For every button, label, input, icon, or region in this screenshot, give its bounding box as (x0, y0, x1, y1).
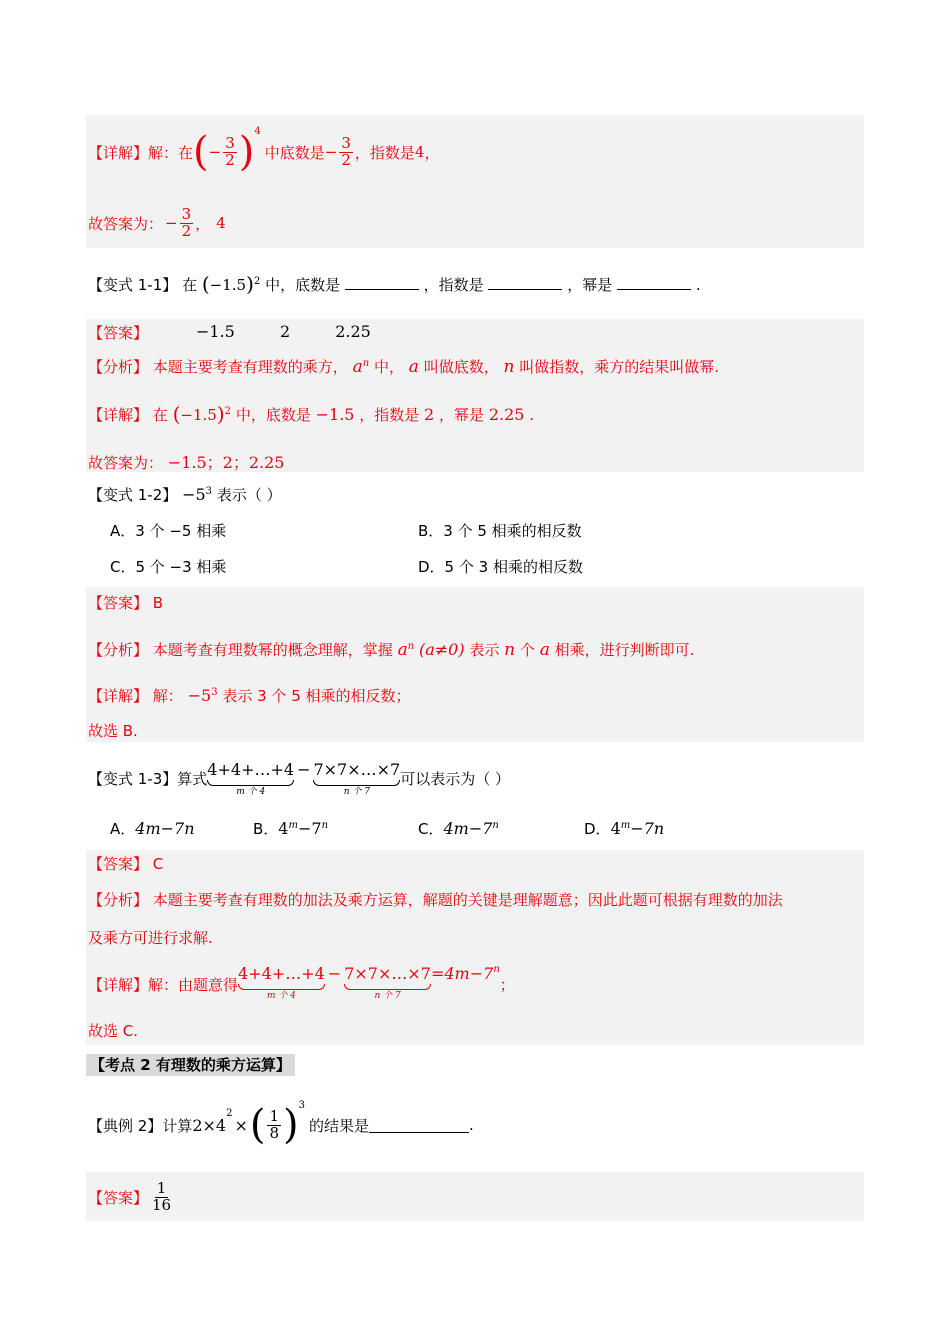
option-d[interactable]: D．$4^m-7n$ (584, 819, 665, 838)
answer-line (88, 1175, 175, 1219)
product-underbrace: 7×7×…×7 n 个 7 (313, 760, 401, 797)
analysis-line: 【分析】 本题考查有理数幂的概念理解，掌握 $a^n$ (a≠0) 表示 n 个 a 相乘，进行判断即可. (88, 640, 695, 660)
answer-values: −1.5 2 2.25 (196, 322, 371, 341)
option-c[interactable]: C．$4m-7^n$ (418, 819, 499, 838)
detail-label: 【详解】 (88, 406, 149, 424)
answer-line: 【答案】 B (88, 594, 164, 612)
answer-label: 【答案】 (88, 855, 149, 873)
option-b[interactable]: B．$4^m-7^n$ (253, 819, 329, 838)
section-heading: 【考点 2 有理数的乘方运算】 (86, 1054, 295, 1075)
question-label: 【典例 2】 (88, 1116, 163, 1135)
left-paren: ( (193, 129, 209, 175)
analysis-line-2: 及乘方可进行求解. (88, 929, 213, 947)
option-d[interactable]: D．5 个 3 相乘的相反数 (418, 558, 583, 576)
answer-label: 【答案】 (88, 594, 149, 612)
answer-blank[interactable] (345, 275, 419, 290)
example-2: 【典例 2】 计算 2×4 $^2$ × ( $\frac{1}{8}$ ) $^3$ 的结果是 . (88, 1100, 474, 1148)
solution-block-3 (86, 587, 864, 742)
question-variant-1-3: 【变式 1-3】 算式 4+4+…+4 m 个 4 − 7×7×…×7 n 个 7 可以表示为（ ） (88, 760, 511, 797)
analysis-label: 【分析】 (88, 891, 149, 909)
product-underbrace: 7×7×…×7 n 个 7 (344, 964, 431, 1001)
detail-line: 【详解】 在 $(-1.5)^2$ 中，底数是 −1.5 ，指数是 2 ，幂是 2.25 . (88, 402, 534, 426)
answer-blank[interactable] (488, 275, 562, 290)
fraction: $\frac{1}{8}$ (269, 1106, 280, 1142)
answer-label: 【答案】 (88, 1188, 149, 1207)
detail-line: 【详解】 解：由题意得 4+4+…+4 m 个 4 − 7×7×…×7 n 个 7 =4m−7 $^n$ ； (88, 964, 515, 1001)
fraction: $\frac{1}{16}$ (152, 1178, 172, 1214)
answer-label: 【答案】 (88, 324, 149, 342)
answer-blank[interactable] (369, 1118, 469, 1133)
left-paren: ( (249, 1102, 266, 1148)
fraction: $\frac{3}{2}$ (181, 204, 192, 240)
solution-block-5 (86, 1172, 864, 1221)
final-answer: 故选 B. (88, 722, 138, 740)
sum-underbrace: 4+4+…+4 m 个 4 (207, 760, 295, 797)
fraction: $\frac{3}{2}$ (225, 133, 235, 169)
analysis-label: 【分析】 (88, 358, 149, 376)
right-paren: ) (283, 1102, 299, 1148)
option-c[interactable]: C．5 个 −3 相乘 (110, 558, 227, 576)
detail-line: 【详解】 解：在 ( − $\frac{3}{2}$ ) $^4$ 中底数是 − $\frac{3}{2}$ ，指数是 4 ， (88, 126, 440, 175)
question-variant-1-1: 【变式 1-1】 在 $(-1.5)^2$ 中，底数是 ，指数是 ，幂是 . (88, 272, 701, 296)
question-variant-1-2: 【变式 1-2】 $-5^3$ 表示（ ） (88, 485, 282, 504)
analysis-label: 【分析】 (88, 641, 149, 659)
answer-blank[interactable] (617, 275, 691, 290)
answer-line (88, 322, 148, 343)
detail-line: 【详解】 解： $-5^3$ 表示 3 个 5 相乘的相反数； (88, 686, 411, 705)
detail-label: 【详解】 (88, 976, 149, 994)
analysis-line: 【分析】 本题主要考查有理数的加法及乘方运算，解题的关键是理解题意；因此此题可根据有理数的加法 (88, 891, 783, 909)
detail-label: 【详解】 (88, 687, 149, 705)
answer-line: 【答案】 C (88, 855, 164, 873)
question-label: 【变式 1-3】 (88, 770, 178, 788)
option-a[interactable]: A．3 个 −5 相乘 (110, 522, 227, 540)
question-label: 【变式 1-1】 (88, 276, 178, 294)
right-paren: ) (238, 129, 255, 175)
sum-underbrace: 4+4+…+4 m 个 4 (238, 964, 325, 1001)
analysis-line: 【分析】 本题主要考查有理数的乘方， $a^n$ 中， a 叫做底数， n 叫做指数，乘方的结果叫做幂. (88, 357, 719, 377)
option-a[interactable]: A．4m−7n (110, 819, 195, 838)
detail-label: 【详解】 (88, 143, 149, 162)
fraction: $\frac{3}{2}$ (341, 133, 351, 169)
answer-line: 故答案为： − $\frac{3}{2}$ ， 4 (88, 204, 226, 240)
option-b[interactable]: B．3 个 5 相乘的相反数 (418, 522, 582, 540)
final-answer: 故选 C. (88, 1022, 139, 1040)
question-label: 【变式 1-2】 (88, 486, 178, 504)
final-answer: 故答案为： −1.5；2；2.25 (88, 453, 285, 472)
